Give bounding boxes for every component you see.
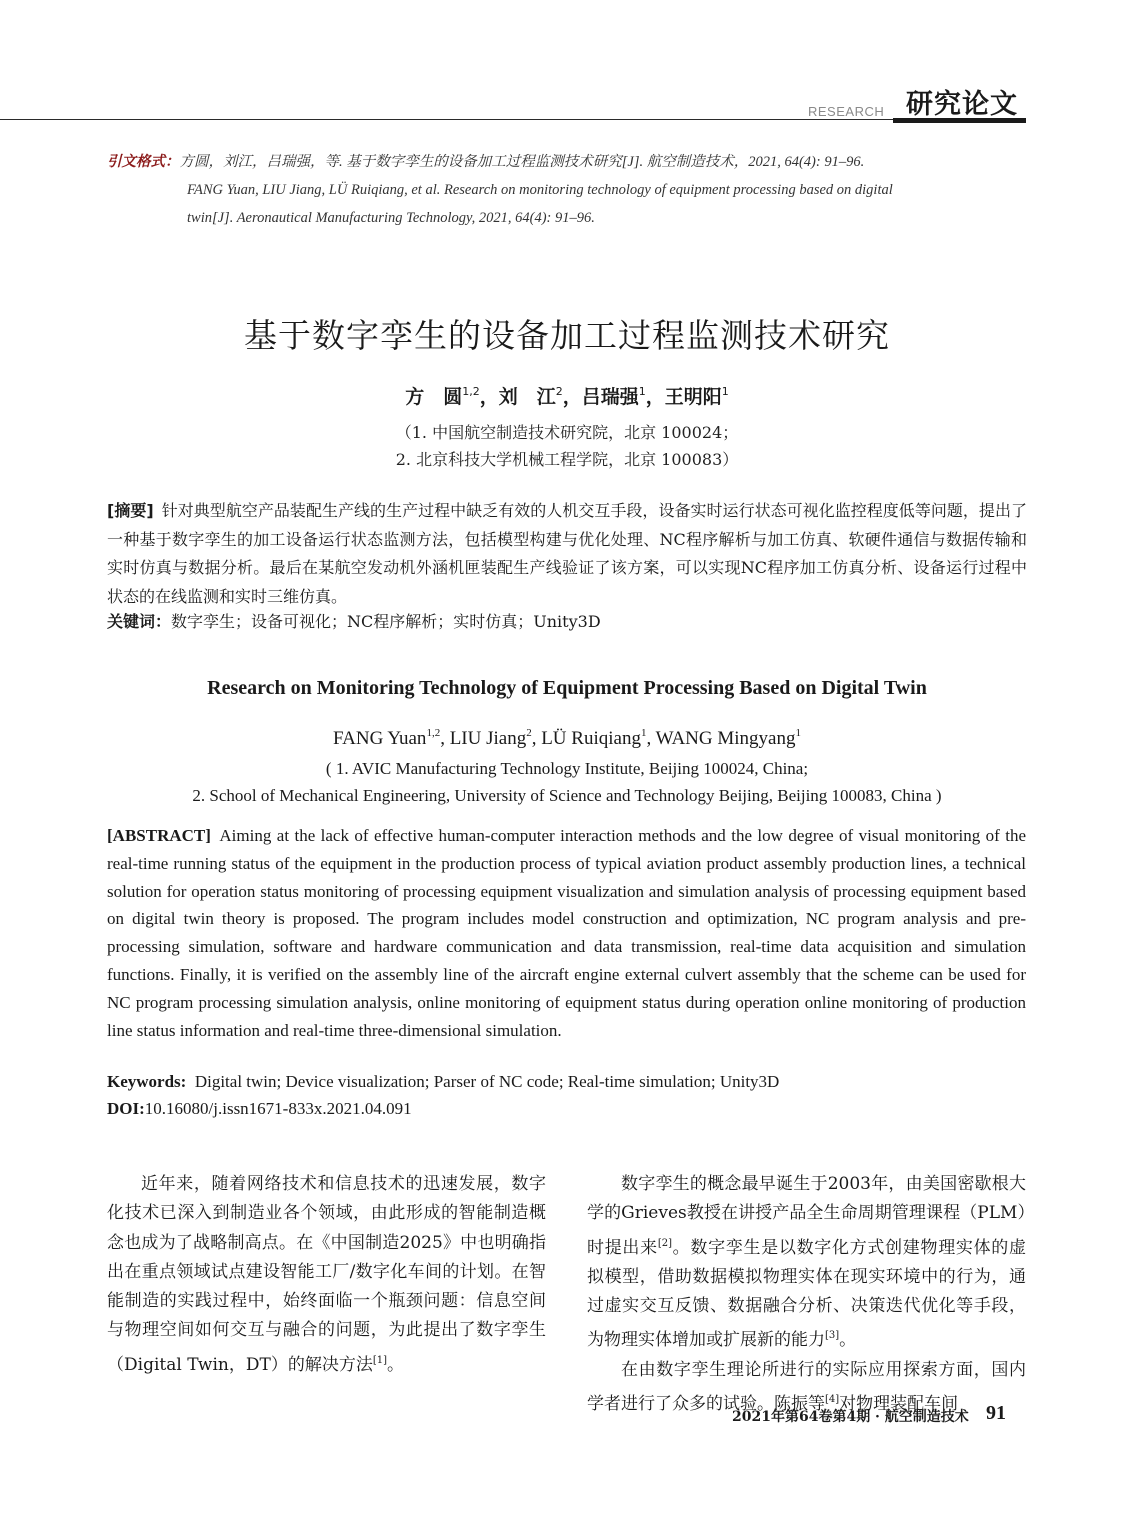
- body-text: 。: [387, 1354, 405, 1375]
- author-separator: ,: [531, 728, 542, 749]
- author-affiliation-mark: 1: [721, 385, 729, 398]
- author-affiliation-mark: 2: [526, 727, 532, 739]
- author-affiliation-mark: 1,2: [462, 385, 480, 398]
- affiliation-cn-1: （1. 中国航空制造技术研究院，北京 100024；: [395, 423, 739, 442]
- paper-title-cn: 基于数字孪生的设备加工过程监测技术研究: [244, 316, 890, 355]
- author-affiliation-mark: 1: [638, 385, 646, 398]
- keywords-cn: [107, 608, 1027, 637]
- keywords-en: [107, 1072, 779, 1092]
- citation-ref: [3]: [825, 1330, 840, 1342]
- citation-block: [107, 148, 1037, 232]
- authors-en: [0, 727, 1134, 750]
- author-separator: ,: [646, 728, 656, 749]
- body-text: 近年来，随着网络技术和信息技术的迅速发展，数字化技术已深入到制造业各个领域，由此形成的智能制造概念也成为了战略制高点。在《中国制造2025》中也明确指出在重点领域试点建设智能工厂/数字化车间的计划。在智能制造的实践过程中，始终面临一个瓶颈问题：信息空间与物理空间如何交互与融合的问题，为此提出了数字孪生（Digital Twin，DT）的解决方法: [107, 1174, 546, 1375]
- body-column-left: [107, 1170, 546, 1380]
- abstract-en-label: [ABSTRACT]: [107, 826, 211, 845]
- citation-en-line2: twin[J]. Aeronautical Manufacturing Technology, 2021, 64(4): 91–96.: [187, 210, 595, 226]
- abstract-cn: [107, 497, 1027, 611]
- header-section-en: RESEARCH: [808, 104, 885, 119]
- citation-cn: 方圆，刘江，吕瑞强，等. 基于数字孪生的设备加工过程监测技术研究[J]. 航空制造技术，2021, 64(4): 91–96.: [179, 154, 865, 170]
- citation-ref: [2]: [657, 1237, 672, 1249]
- citation-ref: [4]: [825, 1394, 840, 1406]
- author-cn: 王明阳: [664, 386, 722, 408]
- abstract-cn-label: [摘要]: [107, 501, 154, 520]
- author-en: WANG Mingyang: [655, 728, 796, 749]
- body-text: 对物理装配车间: [839, 1394, 959, 1415]
- citation-label: 引文格式：: [107, 154, 180, 170]
- body-text: 在由数字孪生理论所进行的实际应用探索方面，国内学者进行了众多的试验。陈振等: [587, 1359, 1026, 1415]
- footer-journal: 2021年第64卷第4期 · 航空制造技术: [732, 1409, 969, 1425]
- affiliation-en-1: ( 1. AVIC Manufacturing Technology Institute, Beijing 100024, China;: [325, 759, 809, 778]
- page-number: 91: [986, 1402, 1006, 1424]
- abstract-en: [107, 822, 1026, 1044]
- body-text: 数字孪生的概念最早诞生于2003年，由美国密歇根大学的Grieves教授在讲授产品全生命周期管理课程（PLM）时提出来: [587, 1174, 1026, 1258]
- citation-ref: [1]: [372, 1354, 388, 1366]
- keywords-en-label: Keywords:: [107, 1072, 187, 1091]
- author-separator: ，: [645, 386, 665, 408]
- body-paragraph: [107, 1170, 546, 1380]
- abstract-en-text: Aiming at the lack of effective human-computer interaction methods and the low degree of visual monitoring of the real-time running status of the equipment in the production process of typical aviation product assembly production lines, a technical solution for operation status monitoring of processing equipment visualization and simulation analysis of processing equipment based on digital twin theory is proposed. The program includes model construction and optimization, NC program analysis and pre-processing simulation, software and hardware communication and data transmission, real-time data acquisition and simulation functions. Finally, it is verified on the assembly line of the aircraft engine external culvert assembly that the scheme can be used for NC program processing simulation analysis, online monitoring of equipment status during operation online monitoring of production line status information and real-time three-dimensional simulation.: [107, 826, 1026, 1040]
- author-affiliation-mark: 1,2: [426, 727, 441, 739]
- paper-title-en: Research on Monitoring Technology of Equipment Processing Based on Digital Twin: [207, 677, 927, 699]
- author-affiliation-mark: 1: [795, 727, 801, 739]
- body-text: 。: [839, 1330, 857, 1351]
- body-paragraph: [587, 1170, 1026, 1356]
- author-cn: 方 圆: [405, 386, 463, 408]
- doi: [107, 1099, 412, 1119]
- author-en: LIU Jiang: [449, 728, 527, 749]
- abstract-cn-text: 针对典型航空产品装配生产线的生产过程中缺乏有效的人机交互手段，设备实时运行状态可视化监控程度低等问题，提出了一种基于数字孪生的加工设备运行状态监测方法，包括模型构建与优化处理、NC程序解析与加工仿真、软硬件通信与数据传输和实时仿真与数据分析。最后在某航空发动机外涵机匣装配生产线验证了该方案，可以实现NC程序加工仿真分析、设备运行过程中状态的在线监测和实时三维仿真。: [107, 501, 1027, 606]
- doi-label: DOI:: [107, 1099, 145, 1118]
- authors-cn: [0, 382, 1134, 409]
- header-rule: [0, 119, 1026, 120]
- keywords-cn-label: 关键词：: [107, 612, 172, 631]
- author-en: FANG Yuan: [333, 728, 427, 749]
- keywords-en-text: Digital twin; Device visualization; Parser of NC code; Real-time simulation; Unity3D: [194, 1072, 780, 1091]
- citation-en-line1: FANG Yuan, LIU Jiang, LÜ Ruiqiang, et al. Research on monitoring technology of equipment processing based on digital: [187, 182, 893, 198]
- author-separator: ,: [440, 728, 450, 749]
- body-column-right: [587, 1170, 1026, 1419]
- author-cn: 刘 江: [498, 386, 556, 408]
- author-separator: ，: [562, 386, 582, 408]
- doi-text: 10.16080/j.issn1671-833x.2021.04.091: [144, 1099, 412, 1118]
- author-en: LÜ Ruiqiang: [541, 728, 641, 749]
- keywords-cn-text: 数字孪生；设备可视化；NC程序解析；实时仿真；Unity3D: [171, 612, 601, 631]
- author-cn: 吕瑞强: [581, 386, 639, 408]
- affiliation-en-2: 2. School of Mechanical Engineering, University of Science and Technology Beijing, Beijing 100083, China ): [192, 786, 942, 805]
- author-separator: ，: [479, 386, 499, 408]
- author-affiliation-mark: 1: [640, 727, 647, 739]
- header-section-cn: 研究论文: [906, 89, 1018, 120]
- body-text: 。数字孪生是以数字化方式创建物理实体的虚拟模型，借助数据模拟物理实体在现实环境中的行为，通过虚实交互反馈、数据融合分析、决策迭代优化等手段，为物理实体增加或扩展新的能力: [587, 1237, 1027, 1351]
- affiliation-cn-2: 2. 北京科技大学机械工程学院，北京 100083）: [395, 450, 739, 469]
- author-affiliation-mark: 2: [555, 385, 563, 398]
